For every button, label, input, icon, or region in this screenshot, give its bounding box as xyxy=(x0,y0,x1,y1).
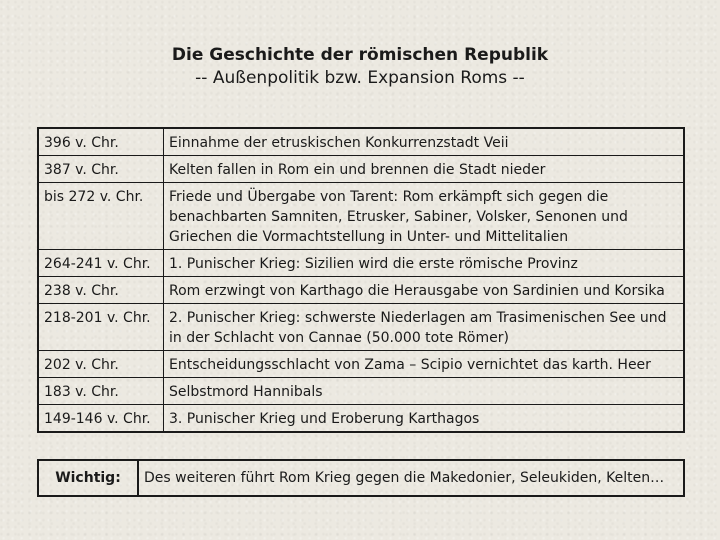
event-date: 183 v. Chr. xyxy=(38,378,164,405)
table-row xyxy=(38,128,684,156)
page-title: Die Geschichte der römischen Republik xyxy=(171,45,549,65)
event-text: 1. Punischer Krieg: Sizilien wird die erste römische Provinz xyxy=(164,250,685,277)
table-row xyxy=(38,405,684,433)
timeline-table xyxy=(37,127,685,433)
event-text: Entscheidungsschlacht von Zama – Scipio vernichtet das karth. Heer xyxy=(164,351,685,378)
event-text: 2. Punischer Krieg: schwerste Niederlagen am Trasimenischen See und in der Schlacht von Cannae (50.000 tote Römer) xyxy=(164,304,685,351)
event-date: 149-146 v. Chr. xyxy=(38,405,164,433)
table-row xyxy=(38,378,684,405)
event-text: Rom erzwingt von Karthago die Herausgabe von Sardinien und Korsika xyxy=(164,277,685,304)
event-text: Einnahme der etruskischen Konkurrenzstadt Veii xyxy=(164,128,685,156)
event-date: 202 v. Chr. xyxy=(38,351,164,378)
event-date: 218-201 v. Chr. xyxy=(38,304,164,351)
note-box xyxy=(37,459,685,497)
event-text: Kelten fallen in Rom ein und brennen die Stadt nieder xyxy=(164,156,685,183)
event-text: Friede und Übergabe von Tarent: Rom erkämpft sich gegen die benachbarten Samniten, Etrusker, Sabiner, Volsker, Senonen und Griechen die Vormachtstellung in Unter- und Mittelitalien xyxy=(164,183,685,250)
event-date: 387 v. Chr. xyxy=(38,156,164,183)
title-block xyxy=(0,44,720,90)
note-text: Des weiteren führt Rom Krieg gegen die Makedonier, Seleukiden, Kelten… xyxy=(144,470,665,486)
page-subtitle: -- Außenpolitik bzw. Expansion Roms -- xyxy=(195,68,525,88)
table-row xyxy=(38,351,684,378)
event-text: Selbstmord Hannibals xyxy=(164,378,685,405)
event-date: 396 v. Chr. xyxy=(38,128,164,156)
table-row xyxy=(38,304,684,351)
event-text: 3. Punischer Krieg und Eroberung Karthagos xyxy=(169,411,480,427)
table-row xyxy=(38,277,684,304)
event-date: 264-241 v. Chr. xyxy=(38,250,164,277)
event-date: bis 272 v. Chr. xyxy=(38,183,164,250)
note-label: Wichtig: xyxy=(39,461,139,495)
table-row xyxy=(38,156,684,183)
event-date: 238 v. Chr. xyxy=(38,277,164,304)
table-row xyxy=(38,183,684,250)
table-row xyxy=(38,250,684,277)
